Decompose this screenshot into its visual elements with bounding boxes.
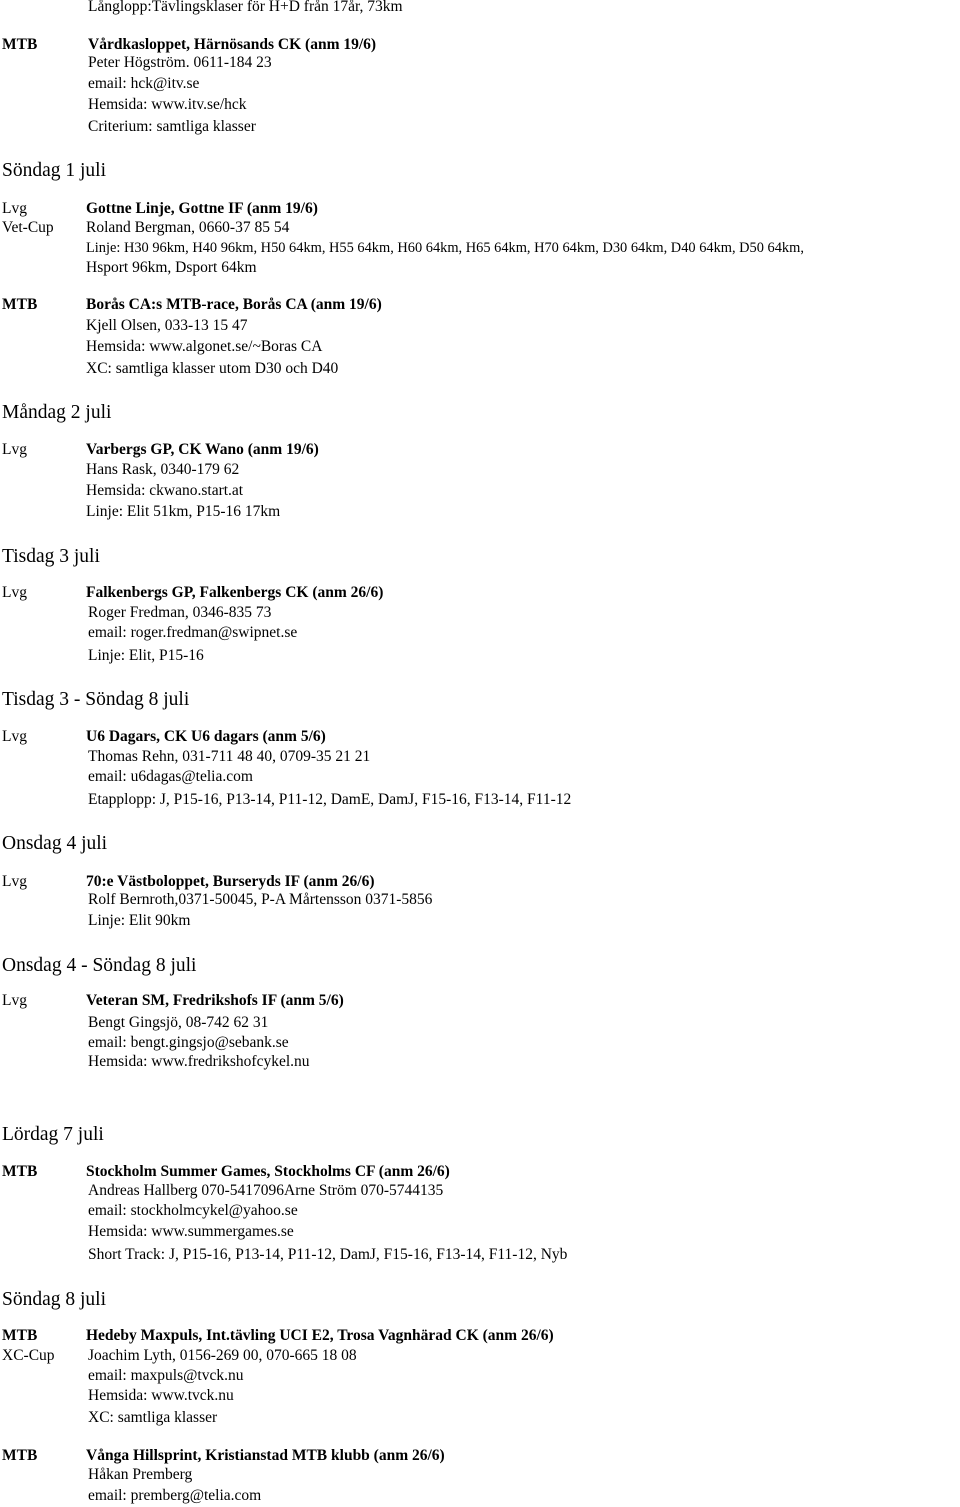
event-email: email: maxpuls@tvck.nu	[88, 1367, 244, 1384]
intro-line: Långlopp:Tävlingsklaser för H+D från 17år, 73km	[88, 0, 403, 15]
event-email: email: premberg@telia.com	[88, 1487, 262, 1504]
event-classes: Hsport 96km, Dsport 64km	[86, 259, 257, 276]
event-contact: Håkan Premberg	[88, 1466, 193, 1483]
event-title: U6 Dagars, CK U6 dagars (anm 5/6)	[86, 728, 326, 745]
event-contact: Kjell Olsen, 033-13 15 47	[86, 317, 248, 334]
event-classes: XC: samtliga klasser utom D30 och D40	[86, 360, 339, 377]
event-classes: Linje: Elit 51km, P15-16 17km	[86, 503, 281, 520]
event-title: Falkenbergs GP, Falkenbergs CK (anm 26/6)	[86, 584, 384, 601]
cup-tag: XC-Cup	[2, 1347, 55, 1364]
event-contact: Andreas Hallberg 070-5417096Arne Ström 070-5744135	[88, 1182, 444, 1199]
event-classes: Etapplopp: J, P15-16, P13-14, P11-12, DamE, DamJ, F15-16, F13-14, F11-12	[88, 791, 572, 808]
event-title: Borås CA:s MTB-race, Borås CA (anm 19/6)	[86, 296, 382, 313]
event-email: email: roger.fredman@swipnet.se	[88, 624, 298, 641]
discipline-tag: MTB	[2, 1447, 38, 1464]
discipline-tag: Lvg	[2, 584, 27, 601]
date-heading: Måndag 2 juli	[2, 402, 112, 423]
event-website: Hemsida: www.fredrikshofcykel.nu	[88, 1053, 310, 1070]
discipline-tag: Lvg	[2, 441, 27, 458]
discipline-tag: MTB	[2, 1163, 38, 1180]
event-title: Vårdkasloppet, Härnösands CK (anm 19/6)	[88, 36, 377, 53]
discipline-tag: MTB	[2, 36, 38, 53]
event-website: Hemsida: www.summergames.se	[88, 1223, 294, 1240]
discipline-tag: MTB	[2, 1327, 38, 1344]
event-website: Hemsida: www.tvck.nu	[88, 1387, 234, 1404]
date-heading: Tisdag 3 - Söndag 8 juli	[2, 689, 190, 710]
date-heading: Söndag 8 juli	[2, 1289, 107, 1310]
event-classes: XC: samtliga klasser	[88, 1409, 218, 1426]
discipline-tag: Lvg	[2, 728, 27, 745]
event-classes: Linje: H30 96km, H40 96km, H50 64km, H55 64km, H60 64km, H65 64km, H70 64km, D30 64km, D40 64km, D50 64km,	[86, 240, 804, 256]
event-title: Hedeby Maxpuls, Int.tävling UCI E2, Trosa Vagnhärad CK (anm 26/6)	[86, 1327, 554, 1344]
discipline-tag: Lvg	[2, 992, 27, 1009]
event-contact: Roger Fredman, 0346-835 73	[88, 604, 272, 621]
event-website: Hemsida: www.algonet.se/~Boras CA	[86, 338, 323, 355]
event-email: email: stockholmcykel@yahoo.se	[88, 1202, 298, 1219]
event-email: email: hck@itv.se	[88, 75, 200, 92]
event-title: Gottne Linje, Gottne IF (anm 19/6)	[86, 200, 318, 217]
event-classes: Criterium: samtliga klasser	[88, 118, 256, 135]
event-title: Vånga Hillsprint, Kristianstad MTB klubb (anm 26/6)	[86, 1447, 445, 1464]
event-contact: Thomas Rehn, 031-711 48 40, 0709-35 21 21	[88, 748, 371, 765]
event-title: Stockholm Summer Games, Stockholms CF (anm 26/6)	[86, 1163, 450, 1180]
event-website: Hemsida: ckwano.start.at	[86, 482, 244, 499]
event-contact: Joachim Lyth, 0156-269 00, 070-665 18 08	[88, 1347, 357, 1364]
event-classes: Linje: Elit, P15-16	[88, 647, 204, 664]
event-title: 70:e Västboloppet, Burseryds IF (anm 26/6)	[86, 873, 375, 890]
event-contact: Peter Högström. 0611-184 23	[88, 54, 272, 71]
date-heading: Onsdag 4 juli	[2, 833, 108, 854]
event-classes: Linje: Elit 90km	[88, 912, 191, 929]
event-contact: Bengt Gingsjö, 08-742 62 31	[88, 1014, 269, 1031]
discipline-tag: MTB	[2, 296, 38, 313]
discipline-tag: Lvg	[2, 873, 27, 890]
date-heading: Söndag 1 juli	[2, 160, 107, 181]
event-contact: Hans Rask, 0340-179 62	[86, 461, 240, 478]
event-email: email: u6dagas@telia.com	[88, 768, 253, 785]
date-heading: Onsdag 4 - Söndag 8 juli	[2, 955, 197, 976]
event-title: Veteran SM, Fredrikshofs IF (anm 5/6)	[86, 992, 344, 1009]
date-heading: Lördag 7 juli	[2, 1124, 104, 1145]
date-heading: Tisdag 3 juli	[2, 546, 100, 567]
event-website: Hemsida: www.itv.se/hck	[88, 96, 247, 113]
event-contact: Roland Bergman, 0660-37 85 54	[86, 219, 290, 236]
discipline-tag: Lvg	[2, 200, 27, 217]
event-classes: Short Track: J, P15-16, P13-14, P11-12, DamJ, F15-16, F13-14, F11-12, Nyb	[88, 1246, 568, 1263]
event-title: Varbergs GP, CK Wano (anm 19/6)	[86, 441, 319, 458]
event-contact: Rolf Bernroth,0371-50045, P-A Mårtensson 0371-5856	[88, 891, 433, 908]
event-email: email: bengt.gingsjo@sebank.se	[88, 1034, 289, 1051]
cup-tag: Vet-Cup	[2, 219, 54, 236]
